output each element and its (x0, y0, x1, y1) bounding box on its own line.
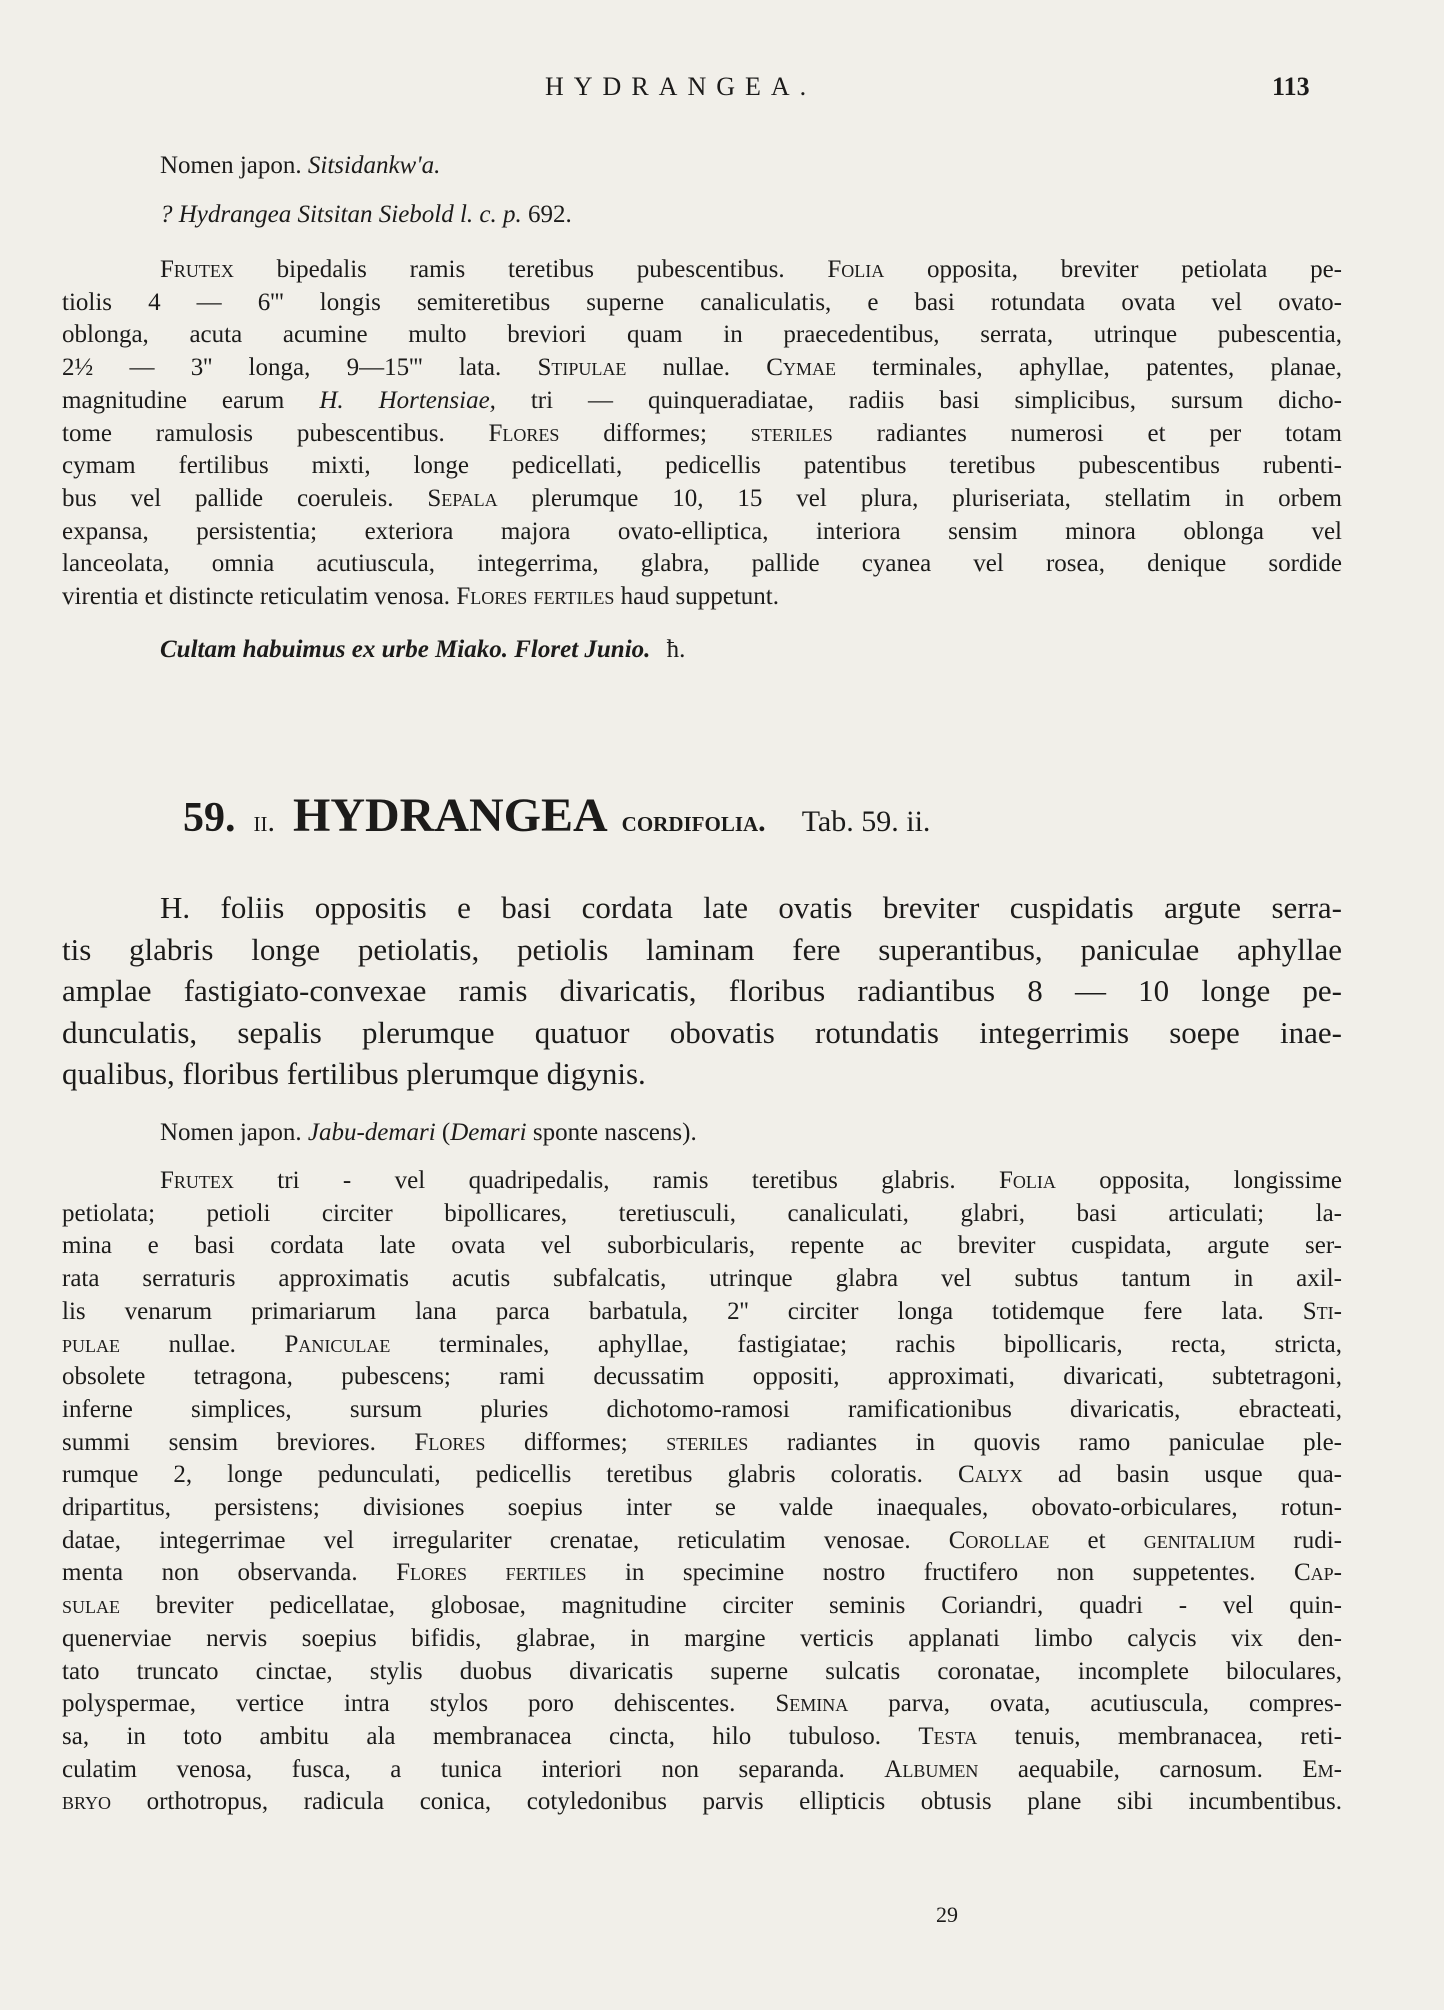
running-head (0, 72, 1444, 112)
prior-nomen: Nomen japon. Sitsidankw'a. (160, 152, 441, 179)
text-line: mina e basi cordata late ovata vel suborbicularis, repente ac breviter cuspidata, argute ser- (62, 1232, 1342, 1260)
text-line: polyspermae, vertice intra stylos poro dehiscentes. Semina parva, ovata, acutiuscula, compres- (62, 1690, 1342, 1718)
species-heading (183, 788, 930, 843)
text-line: Frutex tri - vel quadripedalis, ramis teretibus glabris. Folia opposita, longissime (160, 1167, 1342, 1194)
text-line: 2½ — 3'' longa, 9—15''' lata. Stipulae nullae. Cymae terminales, aphyllae, patentes, planae, (62, 354, 1342, 382)
shrub-symbol: ħ. (666, 635, 686, 663)
text-line: quenerviae nervis soepius bifidis, glabrae, in margine verticis applanati limbo calycis vix den- (62, 1624, 1342, 1652)
species-nomen: Nomen japon. Jabu-demari (Demari sponte nascens). (160, 1119, 697, 1146)
text-line: sa, in toto ambitu ala membranacea cincta, hilo tubuloso. Testa tenuis, membranacea, reti- (62, 1722, 1342, 1750)
diagnosis-line: tis glabris longe petiolatis, petiolis laminam fere superantibus, paniculae aphyllae (62, 931, 1342, 967)
running-title: HYDRANGEA. (545, 72, 817, 101)
signature-mark: 29 (936, 1902, 958, 1927)
text-line: obsolete tetragona, pubescens; rami decussatim oppositi, approximati, divaricati, subtetragoni, (62, 1363, 1342, 1391)
plate-reference: Tab. 59. ii. (801, 805, 931, 838)
text-line: bryo orthotropus, radicula conica, cotyledonibus parvis ellipticis obtusis plane sibi incumbentibus. (62, 1788, 1342, 1816)
diagnosis-line: dunculatis, sepalis plerumque quatuor obovatis rotundatis integerrimis soepe inae- (62, 1014, 1342, 1050)
diagnosis (62, 887, 1342, 1095)
text-line: virentia et distincte reticulatim venosa. Flores fertiles haud suppetunt. (62, 583, 779, 611)
text-line: menta non observanda. Flores fertiles in specimine nostro fructifero non suppetentes. Cap- (62, 1559, 1342, 1587)
diagnosis-line: amplae fastigiato-convexae ramis divaricatis, floribus radiantibus 8 — 10 longe pe- (62, 973, 1342, 1009)
text-line: datae, integerrimae vel irregulariter crenatae, reticulatim venosae. Corollae et genitalium rudi- (62, 1526, 1342, 1554)
diagnosis-line: H. foliis oppositis e basi cordata late ovatis breviter cuspidatis argute serra- (160, 890, 1342, 925)
species-name: cordifolia. (621, 805, 766, 838)
text-line: Frutex bipedalis ramis teretibus pubescentibus. Folia opposita, breviter petiolata pe- (160, 256, 1342, 283)
text-line: summi sensim breviores. Flores difformes; steriles radiantes in quovis ramo paniculae ple- (62, 1428, 1343, 1456)
prior-species-block (62, 150, 1342, 666)
cultivation-note: Cultam habuimus ex urbe Miako. Floret Junio. ħ. (160, 635, 686, 663)
text-line: rumque 2, longe pedunculati, pedicellis teretibus glabris coloratis. Calyx ad basin usque qua- (62, 1461, 1342, 1489)
text-line: inferne simplices, sursum pluries dichotomo-ramosi ramificationibus divaricatis, ebracteati, (62, 1395, 1342, 1423)
text-line: lanceolata, omnia acutiuscula, integerrima, glabra, pallide cyanea vel rosea, denique sordide (62, 550, 1342, 578)
text-line: petiolata; petioli circiter bipollicares, teretiusculi, canaliculati, glabri, basi articulati; la- (62, 1199, 1342, 1227)
prior-synonym: ? Hydrangea Sitsitan Siebold l. c. p. 692. (160, 201, 572, 228)
species-description (62, 1165, 1342, 1819)
text-line: cymam fertilibus mixti, longe pedicellati, pedicellis patentibus teretibus pubescentibus rubenti- (62, 452, 1342, 480)
prior-description (62, 254, 1342, 614)
text-line: tome ramulosis pubescentibus. Flores difformes; steriles radiantes numerosi et per totam (62, 419, 1343, 447)
text-line: expansa, persistentia; exteriora majora ovato-elliptica, interiora sensim minora oblonga vel (62, 517, 1342, 545)
text-line: tato truncato cinctae, stylis duobus divaricatis superne sulcatis coronatae, incomplete biloculares, (62, 1657, 1342, 1685)
text-line: lis venarum primariarum lana parca barbatula, 2'' circiter longa totidemque fere lata. Sti- (62, 1297, 1342, 1325)
text-line: rata serraturis approximatis acutis subfalcatis, utrinque glabra vel subtus tantum in axil- (62, 1265, 1342, 1293)
species-number: 59. (183, 795, 236, 841)
text-line: bus vel pallide coeruleis. Sepala plerumque 10, 15 vel plura, pluriseriata, stellatim in orbem (62, 484, 1342, 512)
species-roman: ii. (253, 805, 275, 838)
text-line: magnitudine earum H. Hortensiae, tri — quinqueradiatae, radiis basi simplicibus, sursum dicho- (62, 386, 1342, 414)
page-number: 113 (1272, 72, 1310, 101)
diagnosis-line: qualibus, floribus fertilibus plerumque digynis. (62, 1056, 646, 1092)
text-line: dripartitus, persistens; divisiones soepius inter se valde inaequales, obovato-orbiculares, rotun- (62, 1494, 1342, 1522)
text-line: pulae nullae. Paniculae terminales, aphyllae, fastigiatae; rachis bipollicaris, recta, stricta, (62, 1330, 1342, 1358)
text-line: oblonga, acuta acumine multo breviori quam in praecedentibus, serrata, utrinque pubescentia, (62, 321, 1342, 349)
text-line: sulae breviter pedicellatae, globosae, magnitudine circiter seminis Coriandri, quadri - vel quin- (62, 1592, 1342, 1620)
genus-name: HYDRANGEA (293, 789, 608, 842)
text-line: culatim venosa, fusca, a tunica interiori non separanda. Albumen aequabile, carnosum. Em- (62, 1755, 1343, 1783)
text-line: tiolis 4 — 6''' longis semiteretibus superne canaliculatis, e basi rotundata ovata vel ovato- (62, 288, 1342, 316)
